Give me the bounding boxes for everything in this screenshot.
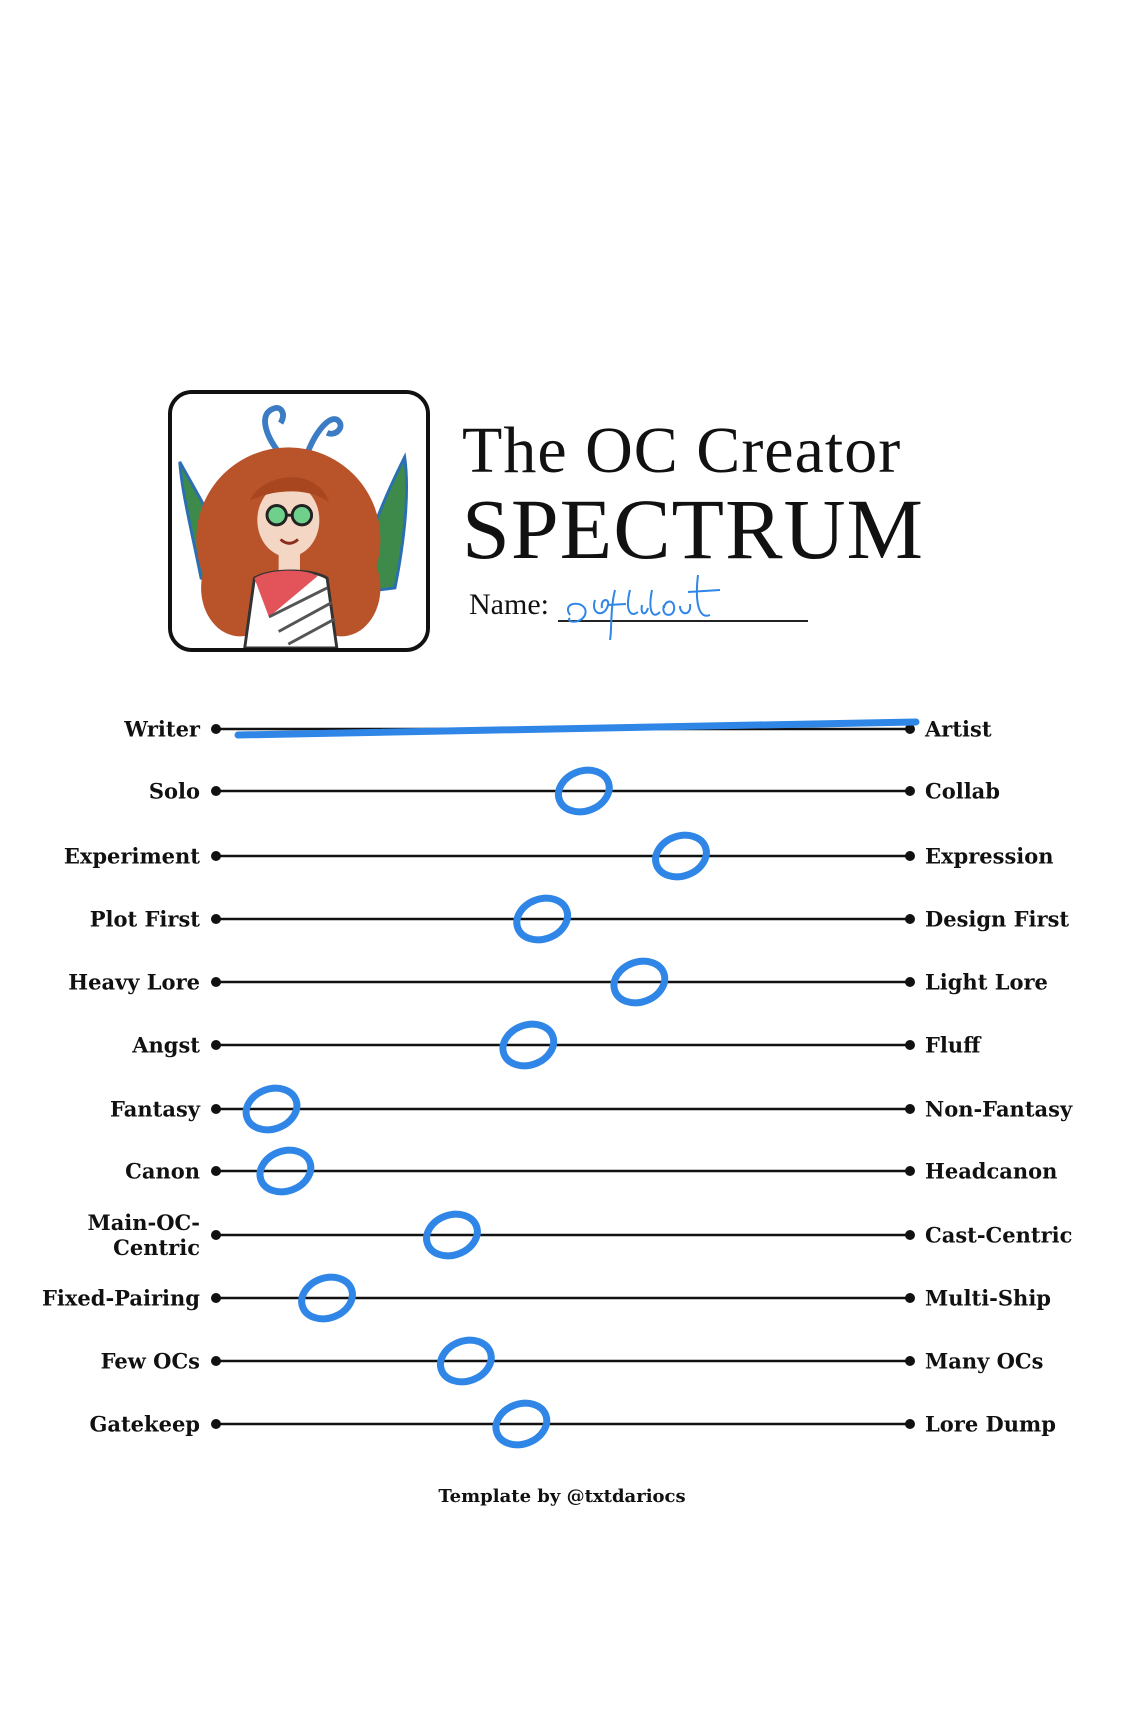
spectrum-right-label: Many OCs	[925, 1348, 1044, 1374]
template-credit: Template by @txtdariocs	[438, 1486, 686, 1507]
spectrum-left-label: Main-OC- Centric	[87, 1209, 200, 1260]
name-label: Name:	[469, 588, 549, 621]
spectrum-right-dot	[905, 1356, 915, 1366]
spectrum-left-dot	[211, 1419, 221, 1429]
spectrum-left-dot	[211, 1230, 221, 1240]
spectrum-left-dot	[211, 786, 221, 796]
spectrum-left-dot	[211, 914, 221, 924]
spectrum-right-label: Cast-Centric	[925, 1222, 1073, 1248]
spectrum-right-dot	[905, 914, 915, 924]
spectrum-left-label: Fixed-Pairing	[42, 1285, 200, 1311]
spectrum-left-dot	[211, 1293, 221, 1303]
spectrum-left-label: Plot First	[89, 906, 200, 932]
spectrum-right-label: Multi-Ship	[925, 1285, 1051, 1311]
spectrum-left-dot	[211, 1166, 221, 1176]
spectrum-right-label: Collab	[925, 778, 1000, 804]
spectrum-left-dot	[211, 851, 221, 861]
spectrum-right-label: Non-Fantasy	[925, 1096, 1073, 1122]
spectrum-right-dot	[905, 851, 915, 861]
spectrum-right-dot	[905, 1419, 915, 1429]
spectrum-right-label: Expression	[925, 843, 1054, 869]
spectrum-left-dot	[211, 724, 221, 734]
spectrum-left-dot	[211, 1040, 221, 1050]
spectrum-left-label: Writer	[124, 716, 200, 742]
spectrum-left-label: Few OCs	[100, 1348, 200, 1374]
spectrum-left-dot	[211, 1356, 221, 1366]
spectrum-right-dot	[905, 1230, 915, 1240]
title-line-1: The OC Creator	[462, 414, 902, 487]
spectrum-left-label: Experiment	[63, 843, 200, 869]
spectrum-right-dot	[905, 1104, 915, 1114]
spectrum-left-label: Heavy Lore	[68, 969, 200, 995]
spectrum-right-dot	[905, 786, 915, 796]
spectrum-left-label: Angst	[132, 1032, 200, 1058]
spectrum-right-dot	[905, 1166, 915, 1176]
spectrum-left-label: Solo	[148, 778, 200, 804]
spectrum-left-label: Canon	[125, 1158, 200, 1184]
spectrum-right-label: Headcanon	[925, 1158, 1058, 1184]
title-line-2: SPECTRUM	[462, 481, 925, 577]
spectrum-right-label: Artist	[925, 716, 992, 742]
spectrum-right-label: Design First	[925, 906, 1070, 932]
spectrum-right-label: Light Lore	[925, 969, 1048, 995]
spectrum-left-dot	[211, 977, 221, 987]
spectrum-right-dot	[905, 977, 915, 987]
spectrum-left-label: Fantasy	[110, 1096, 200, 1122]
spectrum-right-dot	[905, 1293, 915, 1303]
spectrum-left-label: Gatekeep	[89, 1411, 200, 1437]
spectrum-left-dot	[211, 1104, 221, 1114]
spectrum-right-label: Lore Dump	[925, 1411, 1056, 1437]
spectrum-right-label: Fluff	[925, 1032, 981, 1058]
spectrum-right-dot	[905, 1040, 915, 1050]
